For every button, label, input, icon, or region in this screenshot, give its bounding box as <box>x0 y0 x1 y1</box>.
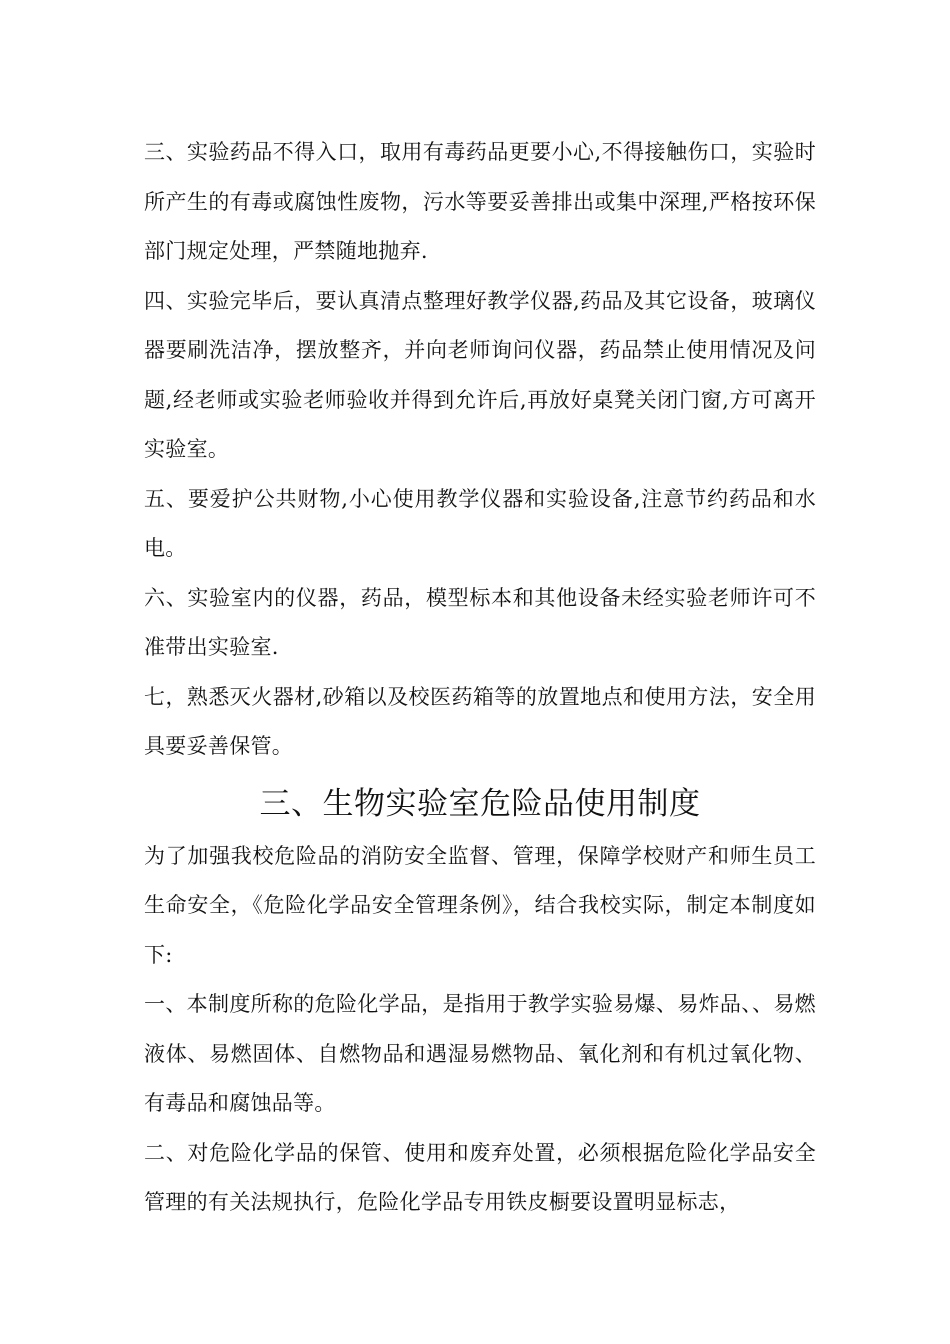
rule-item-4: 四、实验完毕后，要认真清点整理好教学仪器,药品及其它设备，玻璃仪器要刷洗洁净，摆放整齐，并向老师询问仪器，药品禁止使用情况及问题,经老师或实验老师验收并得到允许后,再放好桌凳关闭门窗,方可离开实验室。 <box>144 288 816 461</box>
hazard-rule-2: 二、对危险化学品的保管、使用和废弃处置，必须根据危险化学品安全管理的有关法规执行，危险化学品专用铁皮橱要设置明显标志， <box>144 1140 816 1214</box>
rule-item-6: 六、实验室内的仪器，药品，模型标本和其他设备未经实验老师许可不准带出实验室. <box>144 585 816 659</box>
rule-item-3: 三、实验药品不得入口，取用有毒药品更要小心,不得接触伤口，实验时所产生的有毒或腐蚀性废物，污水等要妥善排出或集中深理,严格按环保部门规定处理，严禁随地抛弃. <box>144 140 816 263</box>
hazard-rule-1: 一、本制度所称的危险化学品，是指用于教学实验易爆、易炸品、、易燃液体、易燃固体、自燃物品和遇湿易燃物品、氧化剂和有机过氧化物、有毒品和腐蚀品等。 <box>144 992 816 1115</box>
rule-item-7: 七，熟悉灭火器材,砂箱以及校医药箱等的放置地点和使用方法，安全用具要妥善保管。 <box>144 684 816 758</box>
document-body <box>144 128 816 1228</box>
section-heading: 三、生物实验室危险品使用制度 <box>259 785 701 822</box>
section-intro: 为了加强我校危险品的消防安全监督、管理，保障学校财产和师生员工生命安全，《危险化学品安全管理条例》，结合我校实际，制定本制度如下: <box>144 843 816 967</box>
rule-item-5: 五、要爱护公共财物,小心使用教学仪器和实验设备,注意节约药品和水电。 <box>144 486 816 560</box>
